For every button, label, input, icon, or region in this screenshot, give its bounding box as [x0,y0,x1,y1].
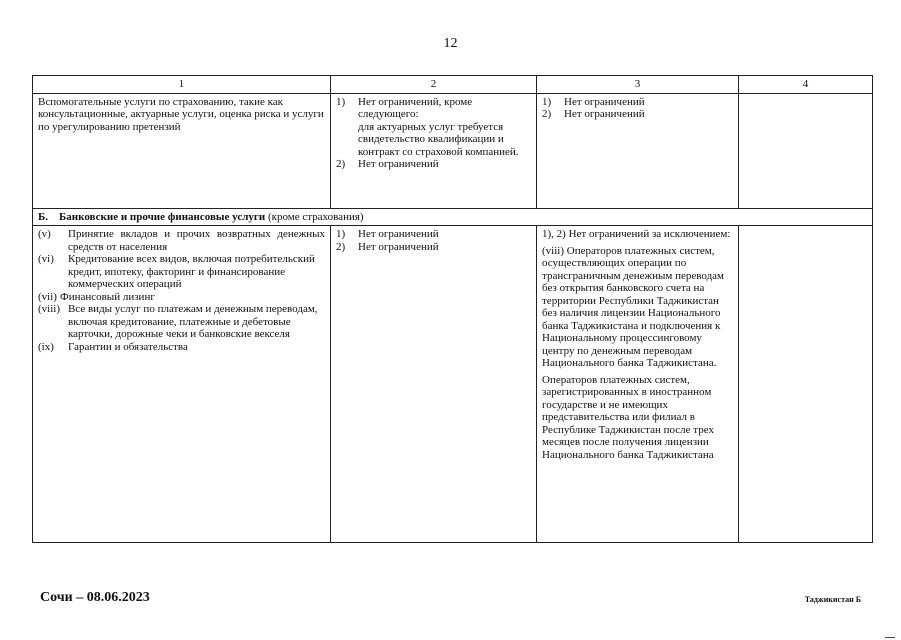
sector-cell [33,226,331,543]
item-number: (ix) [38,340,54,353]
list-item [38,303,325,341]
item-text: Нет ограничений, кроме следующего: [358,95,473,120]
item-text: Нет ограничений [564,108,645,120]
header-row [33,76,873,94]
section-subtitle: (кроме страхования) [267,210,364,223]
item-number: 1) [336,95,346,108]
col-header-2: 2 [331,76,537,94]
list-item [542,96,733,109]
section-heading [33,208,873,226]
table-row [33,93,873,208]
item-detail: для актуарных услуг требуется свидетельство квалификации и контракт со страховой компанией. [358,120,519,158]
item-number: (vi) [38,253,54,265]
item-text: Нет ограничений [358,228,439,240]
exception-paragraph: Операторов платежных систем, зарегистрированных в иностранном государстве и не имеющих представительства или филиал в Республике Таджикистан после трех месяцев после получения лицензии Национального банка Таджикистана [542,373,714,461]
col-header-3: 3 [537,76,739,94]
list-item [336,96,531,121]
item-text: Финансовый лизинг [60,290,155,303]
item-number: 1) [336,228,346,240]
item-number: 2) [542,108,552,120]
item-text: Гарантии и обязательства [68,340,188,353]
col-header-1: 1 [33,76,331,94]
list-item [38,291,325,304]
item-number: 2) [336,158,346,170]
item-number: (v) [38,228,51,240]
section-letter: Б. [38,210,49,223]
market-access-cell [331,226,537,543]
item-number: 1) [542,95,552,108]
col-header-4: 4 [739,76,873,94]
list-item [38,253,325,291]
additional-commitments-cell [739,226,873,543]
item-text: Принятие вкладов и прочих возвратных денежных средств от населения [68,228,325,253]
sector-cell [33,93,331,208]
item-text: Нет ограничений [358,240,439,253]
national-treatment-cell [537,226,739,543]
item-text: Все виды услуг по платежам и денежным переводам, включая кредитование, платежные и дебетовые карточки, дорожные чеки и банковские векселя [68,303,318,340]
additional-commitments-cell [739,93,873,208]
list-item [336,158,531,171]
market-access-cell [331,93,537,208]
item-number: 2) [336,240,346,253]
sector-text: Вспомогательные услуги по страхованию, такие как консультационные, актуарные услуги, оценка риска и услуги по урегулированию претензий [38,95,324,133]
page-number: 12 [443,36,458,51]
exception-paragraph: (viii) Операторов платежных систем, осуществляющих операции по трансграничным денежным переводам без открытия банковского счета на территории Республики Таджикистан без наличия лицензии Национального банка Таджикистана и подключения к Национальному процессинговому центру по денежным переводам Национального банка Таджикистана. [542,244,725,369]
exception-intro: 1), 2) Нет ограничений за исключением: [542,228,731,240]
list-item [38,228,325,253]
schedule-table [32,75,873,543]
item-text: Нет ограничений [564,95,645,108]
national-treatment-cell [537,93,739,208]
table-row [33,226,873,543]
list-item [38,341,325,354]
footer-country-label: Таджикистан Б [804,595,861,604]
list-item [336,228,531,241]
corner-mark [885,637,895,638]
list-item [336,241,531,254]
footer-place-date: Сочи – 08.06.2023 [40,590,150,605]
section-row [33,208,873,226]
item-text: Нет ограничений [358,158,439,170]
item-text: Кредитование всех видов, включая потребительский кредит, ипотеку, факторинг и финансирование коммерческих операций [68,253,315,290]
item-number: (vii) [38,290,57,303]
item-number: (viii) [38,303,60,315]
list-item [542,108,733,121]
section-title: Банковские и прочие финансовые услуги [59,210,266,223]
